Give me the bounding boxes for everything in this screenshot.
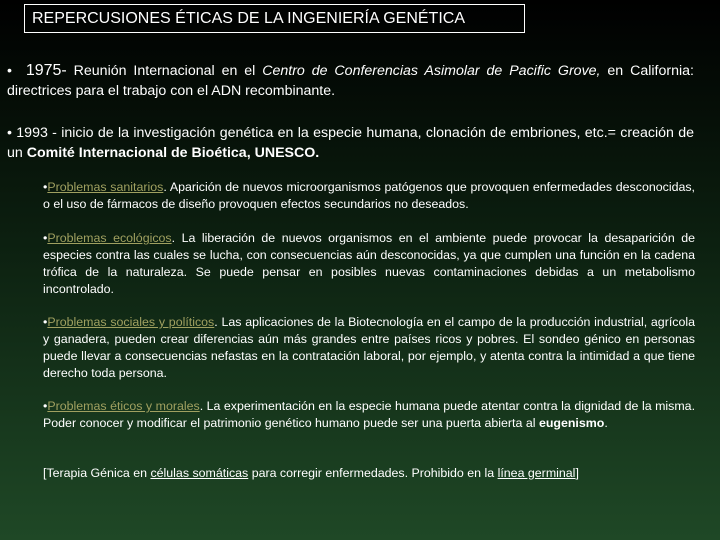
text-sanitarios: . Aparición de nuevos microorganismos patógenos que provoquen enfermedades desconocidas, o el uso de fármacos de diseño provoquen efectos secundarios no deseados. xyxy=(43,180,695,211)
item-eticos xyxy=(43,398,695,432)
p1-text-a: Reunión Internacional en el xyxy=(66,63,263,79)
bullet: • xyxy=(43,231,48,245)
slide-title xyxy=(24,4,525,33)
item-sanitarios xyxy=(43,179,695,213)
linea-germinal: línea germinal xyxy=(497,466,576,480)
bullet: • xyxy=(43,315,48,329)
p2-text: • 1993 - inicio de la investigación genética en la especie humana, clonación de embriones, etc.= creación de un xyxy=(7,125,694,161)
p2-bold: Comité Internacional de Bioética, UNESCO. xyxy=(26,145,320,161)
bullet: • xyxy=(7,63,12,79)
paragraph-1993 xyxy=(7,123,694,163)
bullet: • xyxy=(43,399,48,413)
label-sanitarios: Problemas sanitarios xyxy=(47,180,164,194)
text-ecologicos: . La liberación de nuevos organismos en el ambiente puede provocar la desaparición de especies contra las cuales se lucha, con consecuencias aún desconocidas, ya que cumplen una función en la cadena trófica de la naturaleza. Se puede pensar en posibles nuevas contaminaciones debidas a un metabolismo incontrolado. xyxy=(43,231,695,296)
celulas-somaticas: células somáticas xyxy=(150,466,249,480)
note-c: ] xyxy=(575,466,579,480)
paragraph-1975 xyxy=(7,61,694,101)
terapia-genica-note xyxy=(43,465,695,482)
text-eticos: . La experimentación en la especie humana puede atentar contra la dignidad de la misma. Poder conocer y modificar el patrimonio genético humano puede ser una puerta abierta al xyxy=(43,399,696,430)
text-eticos-end: . xyxy=(604,416,608,430)
item-ecologicos xyxy=(43,230,695,298)
label-ecologicos: Problemas ecológicos xyxy=(47,231,172,245)
note-b: para corregir enfermedades. Prohibido en la xyxy=(248,466,498,480)
eugenismo: eugenismo xyxy=(538,416,605,430)
label-eticos: Problemas éticos y morales xyxy=(47,399,200,413)
label-sociales: Problemas sociales y políticos xyxy=(47,315,215,329)
bullet: • xyxy=(43,180,48,194)
p1-text-b: en California: directrices para el trabajo con el ADN recombinante. xyxy=(7,63,694,99)
p1-italic: Centro de Conferencias Asimolar de Pacific Grove, xyxy=(262,63,601,79)
year-1975: 1975- xyxy=(25,62,67,79)
note-a: [Terapia Génica en xyxy=(43,466,151,480)
text-sociales: . Las aplicaciones de la Biotecnología en el campo de la producción industrial, agrícola y ganadera, pueden crear diferencias aún más grandes entre países ricos y pobres. El sondeo génico en personas puede llevar a consecuencias nefastas en la contratación laboral, por ejemplo, y atenta contra la intimidad a que tiene derecho toda persona. xyxy=(43,315,695,380)
slide-title-text: REPERCUSIONES ÉTICAS DE LA INGENIERÍA GENÉTICA xyxy=(32,10,465,27)
item-sociales xyxy=(43,314,695,382)
